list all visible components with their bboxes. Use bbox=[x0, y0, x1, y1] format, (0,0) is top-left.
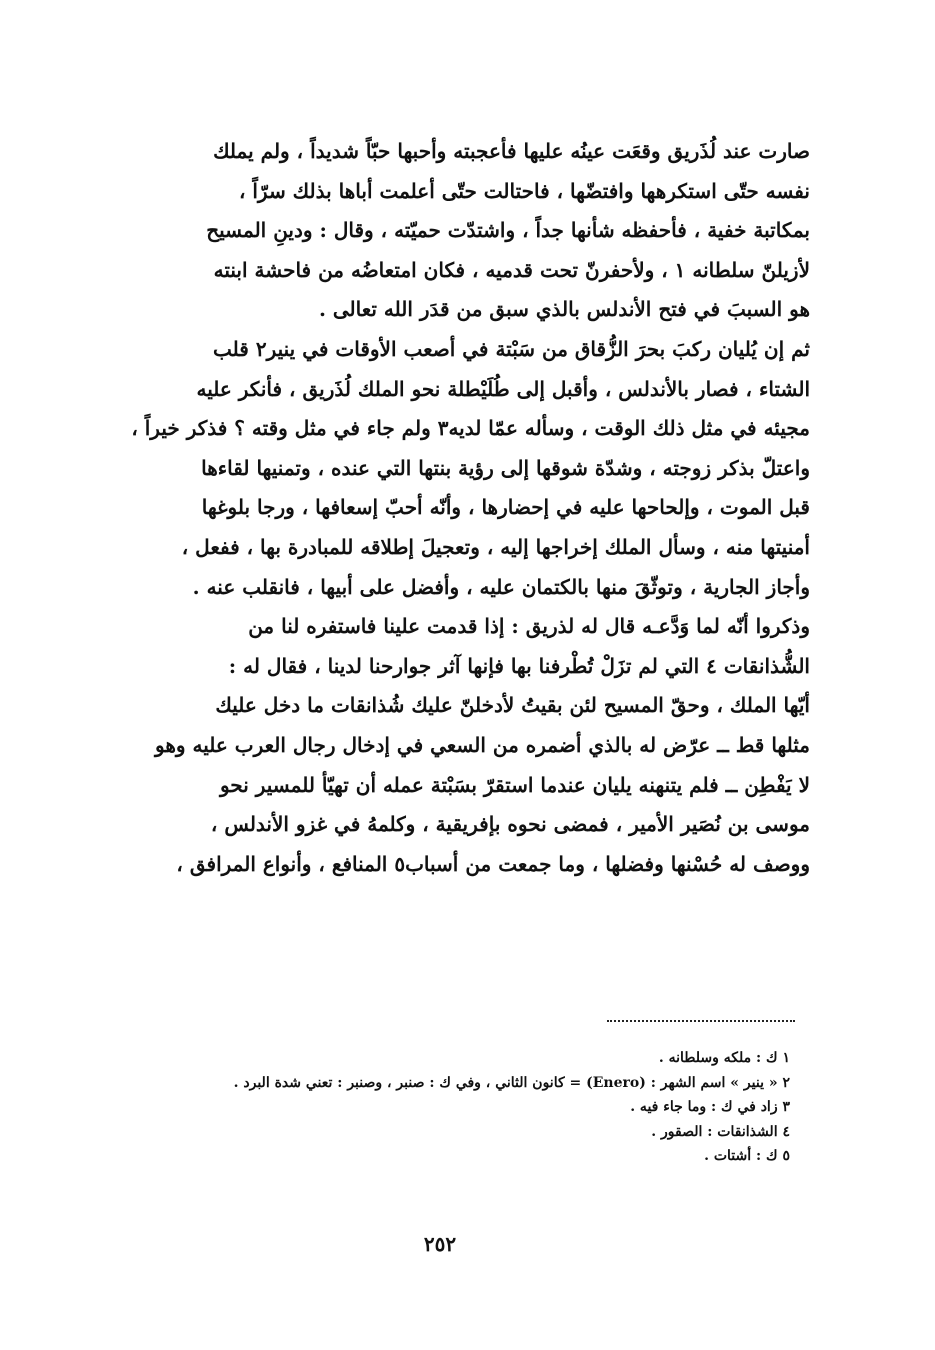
footnote-separator bbox=[607, 1020, 795, 1022]
footnote-4: ٤ الشذانقات : الصقور . bbox=[651, 1123, 790, 1140]
footnote-5: ٥ ك : أشتات . bbox=[704, 1148, 790, 1165]
paragraph-1: صارت عند لُذَريق وقعَت عينُه عليها فأعجبته وأحبها حبّاً شديداً ، ولم يملك نفسه حتّى استكرهها وافتضّها ، فاحتالت حتّى أعلمت أباها بذلك سرّاً ، بمكاتبة خفية ، فأحفظه شأنها جداً ، واشتدّت حميّته ، وقال : ودينِ المسيح لأزيلنّ سلطانه ١ ، ولأحفرنّ تحت قدميه ، فكان امتعاضُه من فاحشة ابنته هو السببَ في فتح الأندلس بالذي سبق من قدَر الله تعالى . bbox=[206, 139, 810, 322]
paragraph-2: ثم إن يُليان ركبَ بحرَ الزُّقاق من سَبْتة في أصعب الأوقات في ينير٢ قلب الشتاء ، فصار بالأندلس ، وأقبل إلى طُلَيْطلة نحو الملك لُذَريق ، فأنكر عليه مجيئه في مثل ذلك الوقت ، وسأله عمّا لديه٣ ولم جاء في مثل وقته ؟ فذكر خيراً ، واعتلّ بذكر زوجته ، وشدّة شوقها إلى رؤية بنتها التي عنده ، وتمنيها لقاءها قبل الموت ، وإلحاحها عليه في إحضارها ، وأنّه أحبّ إسعافها ، ورجا بلوغها أمنيتها منه ، وسأل الملك إخراجها إليه ، وتعجيلَ إطلاقه للمبادرة بها ، ففعل ، وأجاز الجارية ، وتوثّقَ منها بالكتمان عليه ، وأفضل على أبيها ، فانقلب عنه . وذكروا أنّه لما وَدَّعـه قال له لذريق : إذا قدمت علينا فاستفره لنا من الشُّذانقات ٤ التي لم تزَلْ تُطْرفنا بها فإنها آثر جوارحنا لدينا ، فقال له : أيّها الملك ، وحقّ المسيح لئن بقيتُ لأدخلنّ عليك شُذانقات ما دخل عليك مثلها قط ــ عرّض له بالذي أضمره من السعي في إدخال رجال العرب عليه وهو لا يَفْطِن ــ فلم يتنهنه يليان عندما استقرّ بسَبْتة عمله أن تهيّأ للمسير نحو موسى بن نُصَير الأمير ، فمضى نحوه بإفريقية ، وكلمهُ في غزو الأندلس ، ووصف له حُسْنها وفضلها ، وما جمعت من أسباب٥ المنافع ، وأنواع المرافق ، bbox=[131, 336, 810, 876]
main-text bbox=[100, 132, 810, 884]
footnote-3: ٣ زاد في ك : وما جاء فيه . bbox=[630, 1099, 790, 1116]
footnote-2: ٢ « ينير » اسم الشهر : (Enero) = كانون الثاني ، وفي ك : صنبر ، وصنبر : تعني شدة البرد . bbox=[233, 1074, 790, 1091]
footnotes bbox=[100, 1046, 790, 1169]
footnote-1: ١ ك : ملكه وسلطانه . bbox=[658, 1050, 790, 1066]
page-number: ٢٥٢ bbox=[423, 1232, 457, 1256]
